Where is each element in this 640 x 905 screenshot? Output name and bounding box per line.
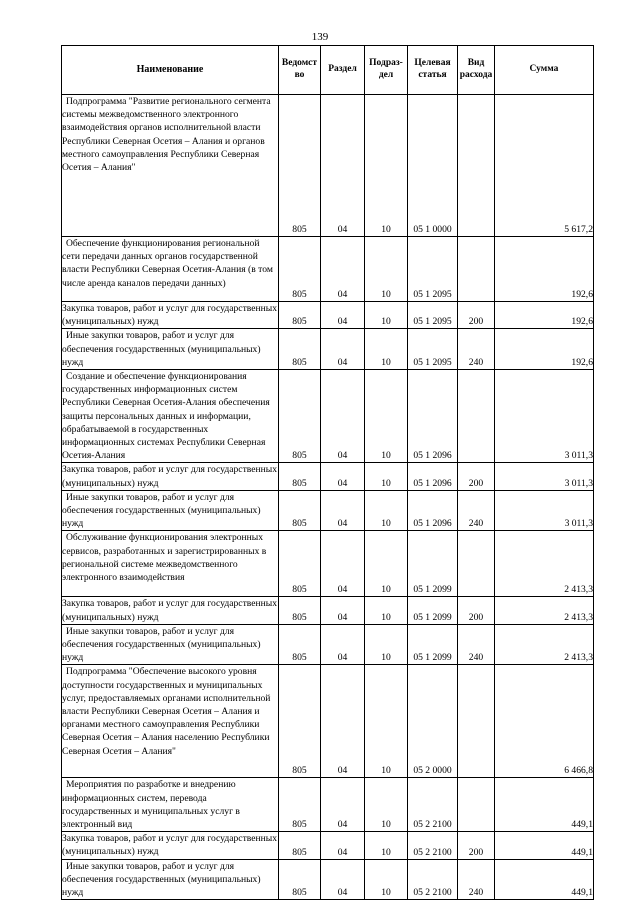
table-row (62, 95, 594, 237)
row-department: 805 (279, 237, 321, 302)
row-name: Подпрограмма "Обеспечение высокого уровня доступности государственных и муниципальных услуг, предоставляемых органами исполнительной власти Республики Северная Осетия – Алания и органами местного самоуправления Республики Северная Осетия – Алания населению Республики Северная Осетия – Алания" (62, 665, 279, 778)
page-number: 139 (311, 31, 329, 43)
row-target-article: 05 1 2096 (408, 490, 458, 531)
header-department: Ведомст во (279, 46, 321, 95)
row-sum: 2 413,3 (495, 624, 594, 665)
row-section: 04 (321, 624, 365, 665)
row-name: Закупка товаров, работ и услуг для государственных (муниципальных) нужд (62, 303, 278, 328)
row-expense-type: 240 (458, 329, 495, 370)
row-department: 805 (279, 490, 321, 531)
row-expense-type (458, 778, 495, 832)
row-name: Закупка товаров, работ и услуг для государственных (муниципальных) нужд (62, 833, 278, 858)
table-header-row (62, 46, 594, 95)
table-row (62, 370, 594, 463)
row-department: 805 (279, 463, 321, 490)
table-row (62, 463, 594, 490)
row-subsection: 10 (365, 463, 408, 490)
table-row (62, 597, 594, 624)
row-department: 805 (279, 624, 321, 665)
row-department: 805 (279, 665, 321, 778)
table-row (62, 302, 594, 329)
row-sum: 2 413,3 (495, 597, 594, 624)
row-sum: 192,6 (495, 329, 594, 370)
row-target-article: 05 1 2095 (408, 302, 458, 329)
row-target-article: 05 1 2099 (408, 597, 458, 624)
budget-table (61, 45, 594, 900)
row-subsection: 10 (365, 370, 408, 463)
row-target-article: 05 1 2095 (408, 237, 458, 302)
table-row (62, 859, 594, 900)
row-section: 04 (321, 463, 365, 490)
header-name: Наименование (62, 46, 279, 95)
row-subsection: 10 (365, 237, 408, 302)
row-department: 805 (279, 95, 321, 237)
row-department: 805 (279, 329, 321, 370)
row-expense-type: 200 (458, 832, 495, 859)
row-target-article: 05 1 0000 (408, 95, 458, 237)
header-subsection: Подраз- дел (365, 46, 408, 95)
row-section: 04 (321, 370, 365, 463)
table-row (62, 329, 594, 370)
table-row (62, 624, 594, 665)
row-expense-type (458, 237, 495, 302)
row-name: Мероприятия по разработке и внедрению информационных систем, перевода государственных и муниципальных услуг в электронный вид (62, 778, 279, 832)
row-section: 04 (321, 832, 365, 859)
table-row (62, 531, 594, 597)
row-name: Обеспечение функционирования региональной сети передачи данных органов государственной власти Республики Северная Осетия-Алания (в том числе аренда каналов передачи данных) (62, 237, 279, 302)
row-name: Иные закупки товаров, работ и услуг для обеспечения государственных (муниципальных) нужд (62, 624, 279, 665)
row-target-article: 05 2 2100 (408, 832, 458, 859)
row-name: Иные закупки товаров, работ и услуг для обеспечения государственных (муниципальных) нужд (62, 329, 279, 370)
row-section: 04 (321, 859, 365, 900)
row-name: Закупка товаров, работ и услуг для государственных (муниципальных) нужд (62, 464, 278, 489)
row-department: 805 (279, 597, 321, 624)
row-target-article: 05 1 2099 (408, 531, 458, 597)
row-sum: 3 011,3 (495, 370, 594, 463)
row-expense-type: 200 (458, 463, 495, 490)
row-expense-type (458, 665, 495, 778)
row-sum: 449,1 (495, 778, 594, 832)
row-sum: 192,6 (495, 237, 594, 302)
row-target-article: 05 2 2100 (408, 778, 458, 832)
table-row (62, 778, 594, 832)
row-subsection: 10 (365, 531, 408, 597)
row-name: Иные закупки товаров, работ и услуг для обеспечения государственных (муниципальных) нужд (62, 490, 279, 531)
row-department: 805 (279, 859, 321, 900)
row-subsection: 10 (365, 665, 408, 778)
row-section: 04 (321, 490, 365, 531)
row-subsection: 10 (365, 832, 408, 859)
row-sum: 449,1 (495, 832, 594, 859)
table-row (62, 237, 594, 302)
row-section: 04 (321, 95, 365, 237)
header-sum: Сумма (495, 46, 594, 95)
row-department: 805 (279, 832, 321, 859)
row-section: 04 (321, 778, 365, 832)
row-department: 805 (279, 302, 321, 329)
row-name: Создание и обеспечение функционирования государственных информационных систем Республики Северная Осетия-Алания обеспечения защиты персональных данных и информации, обрабатываемой в государственных информационных системах Республики Северная Осетия-Алания (62, 370, 279, 463)
row-target-article: 05 1 2099 (408, 624, 458, 665)
row-subsection: 10 (365, 859, 408, 900)
row-section: 04 (321, 597, 365, 624)
row-sum: 3 011,3 (495, 490, 594, 531)
row-sum: 449,1 (495, 859, 594, 900)
row-sum: 2 413,3 (495, 531, 594, 597)
row-subsection: 10 (365, 597, 408, 624)
row-section: 04 (321, 665, 365, 778)
row-department: 805 (279, 778, 321, 832)
row-expense-type: 240 (458, 490, 495, 531)
row-section: 04 (321, 531, 365, 597)
row-section: 04 (321, 329, 365, 370)
row-expense-type (458, 95, 495, 237)
row-expense-type: 200 (458, 302, 495, 329)
header-expense-type: Вид расхода (458, 46, 495, 95)
header-section: Раздел (321, 46, 365, 95)
row-name: Обслуживание функционирования электронных сервисов, разработанных и зарегистрированных в региональной системе межведомственного электронного взаимодействия (62, 531, 279, 597)
row-target-article: 05 2 2100 (408, 859, 458, 900)
row-subsection: 10 (365, 302, 408, 329)
row-sum: 3 011,3 (495, 463, 594, 490)
row-subsection: 10 (365, 490, 408, 531)
row-expense-type: 240 (458, 859, 495, 900)
row-name: Закупка товаров, работ и услуг для государственных (муниципальных) нужд (62, 598, 278, 623)
row-target-article: 05 1 2096 (408, 463, 458, 490)
row-department: 805 (279, 370, 321, 463)
table-row (62, 832, 594, 859)
row-subsection: 10 (365, 778, 408, 832)
row-sum: 5 617,2 (495, 95, 594, 237)
row-sum: 6 466,8 (495, 665, 594, 778)
row-expense-type (458, 531, 495, 597)
row-sum: 192,6 (495, 302, 594, 329)
row-subsection: 10 (365, 95, 408, 237)
row-subsection: 10 (365, 329, 408, 370)
row-subsection: 10 (365, 624, 408, 665)
row-expense-type (458, 370, 495, 463)
row-section: 04 (321, 237, 365, 302)
row-expense-type: 200 (458, 597, 495, 624)
row-expense-type: 240 (458, 624, 495, 665)
table-row (62, 665, 594, 778)
row-name: Подпрограмма "Развитие регионального сегмента системы межведомственного электронного взаимодействия органов исполнительной власти Республики Северная Осетия – Алания и органов местного самоуправления Республики Северная Осетия – Алания" (62, 95, 279, 237)
header-target-article: Целевая статья (408, 46, 458, 95)
row-target-article: 05 2 0000 (408, 665, 458, 778)
row-name: Иные закупки товаров, работ и услуг для обеспечения государственных (муниципальных) нужд (62, 859, 279, 900)
row-target-article: 05 1 2095 (408, 329, 458, 370)
row-target-article: 05 1 2096 (408, 370, 458, 463)
row-section: 04 (321, 302, 365, 329)
table-row (62, 490, 594, 531)
row-department: 805 (279, 531, 321, 597)
